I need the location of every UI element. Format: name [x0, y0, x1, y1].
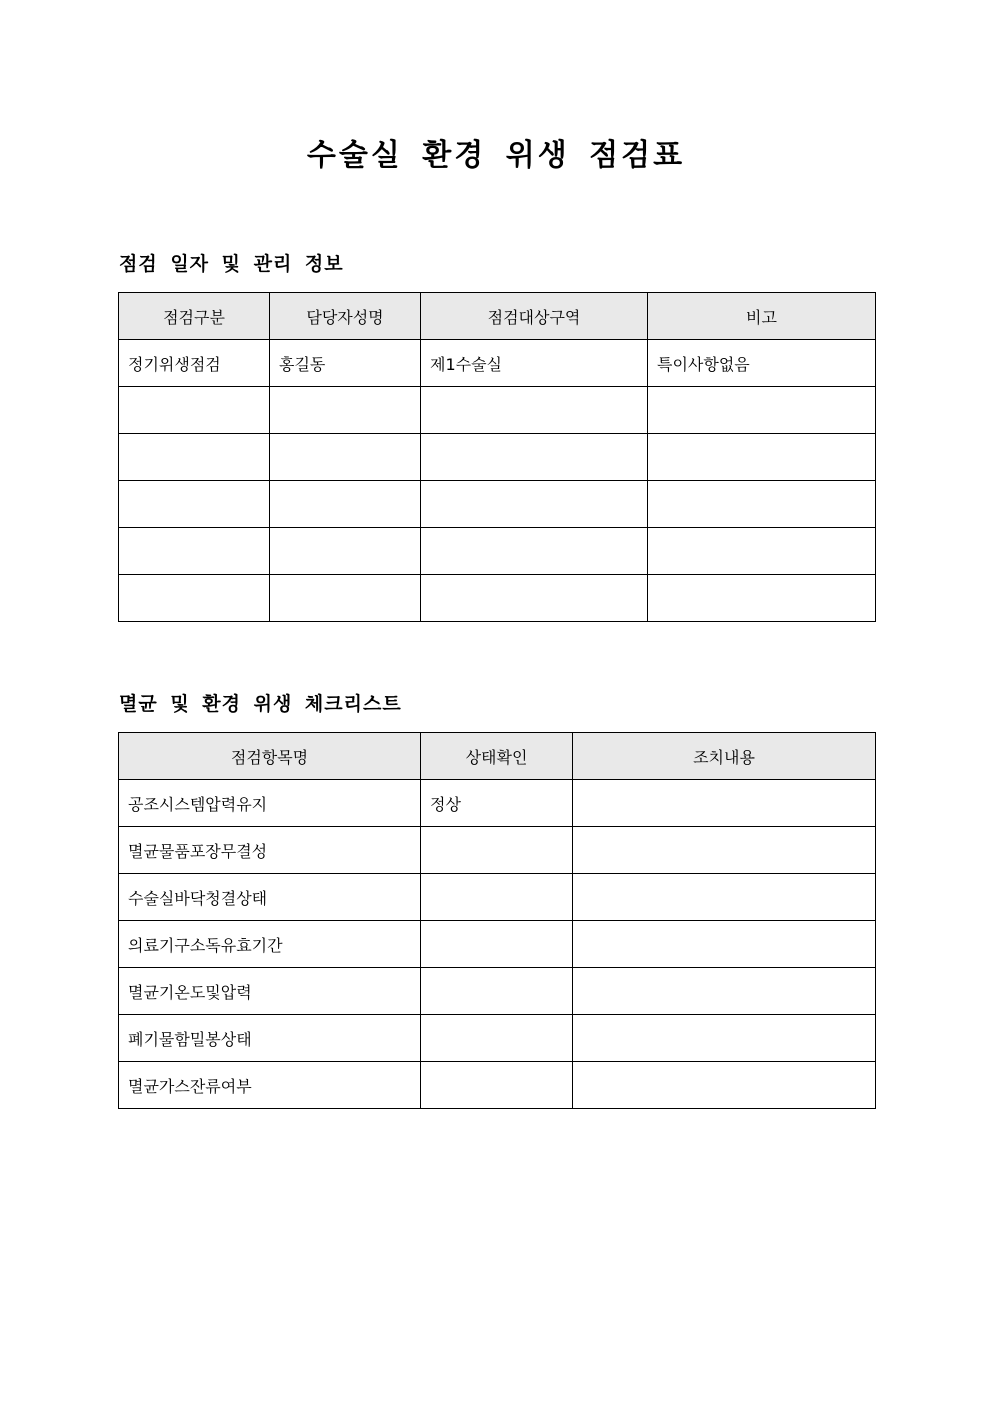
header-cell: 점검구분 [119, 293, 270, 340]
status-cell[interactable] [421, 921, 573, 968]
action-cell[interactable] [573, 1015, 876, 1062]
header-cell: 점검대상구역 [421, 293, 648, 340]
header-cell: 비고 [648, 293, 876, 340]
header-cell: 조치내용 [573, 733, 876, 780]
table-cell[interactable] [648, 481, 876, 528]
table-row [119, 874, 876, 921]
table-header-row [119, 293, 876, 340]
table-cell[interactable] [119, 387, 270, 434]
status-cell[interactable] [421, 1062, 573, 1109]
table-cell[interactable]: 특이사항없음 [648, 340, 876, 387]
table-cell[interactable] [270, 434, 421, 481]
table-cell[interactable]: 정기위생점검 [119, 340, 270, 387]
document-title: 수술실 환경 위생 점검표 [306, 138, 686, 173]
table-row [119, 827, 876, 874]
table-cell[interactable] [421, 575, 648, 622]
sterilization-checklist-table [118, 732, 876, 1109]
table-cell[interactable] [119, 528, 270, 575]
table-cell[interactable] [119, 481, 270, 528]
table-cell[interactable] [270, 575, 421, 622]
checklist-item-name: 멸균기온도및압력 [119, 968, 421, 1015]
table-cell[interactable] [270, 528, 421, 575]
action-cell[interactable] [573, 921, 876, 968]
header-cell: 점검항목명 [119, 733, 421, 780]
action-cell[interactable] [573, 780, 876, 827]
table-row [119, 528, 876, 575]
table-cell[interactable] [648, 434, 876, 481]
status-cell[interactable]: 정상 [421, 780, 573, 827]
section-heading-inspection-info: 점검 일자 및 관리 정보 [119, 253, 344, 275]
table-row [119, 575, 876, 622]
status-cell[interactable] [421, 1015, 573, 1062]
table-row [119, 780, 876, 827]
table-row [119, 968, 876, 1015]
table-row [119, 434, 876, 481]
inspection-info-table [118, 292, 876, 622]
table-row [119, 340, 876, 387]
checklist-item-name: 공조시스템압력유지 [119, 780, 421, 827]
section-heading-checklist: 멸균 및 환경 위생 체크리스트 [119, 693, 402, 715]
table-cell[interactable] [648, 387, 876, 434]
table-row [119, 481, 876, 528]
checklist-item-name: 멸균가스잔류여부 [119, 1062, 421, 1109]
header-cell: 상태확인 [421, 733, 573, 780]
table-row [119, 1062, 876, 1109]
checklist-item-name: 폐기물함밀봉상태 [119, 1015, 421, 1062]
table-cell[interactable] [421, 481, 648, 528]
table-cell[interactable] [421, 387, 648, 434]
action-cell[interactable] [573, 1062, 876, 1109]
table-row [119, 921, 876, 968]
table-cell[interactable] [270, 481, 421, 528]
table-cell[interactable]: 홍길동 [270, 340, 421, 387]
table-cell[interactable] [648, 575, 876, 622]
action-cell[interactable] [573, 874, 876, 921]
table-cell[interactable] [421, 528, 648, 575]
header-cell: 담당자성명 [270, 293, 421, 340]
table-cell[interactable] [648, 528, 876, 575]
table-row [119, 387, 876, 434]
table-cell[interactable] [119, 575, 270, 622]
action-cell[interactable] [573, 827, 876, 874]
action-cell[interactable] [573, 968, 876, 1015]
table-cell[interactable] [119, 434, 270, 481]
table-cell[interactable]: 제1수술실 [421, 340, 648, 387]
status-cell[interactable] [421, 827, 573, 874]
status-cell[interactable] [421, 968, 573, 1015]
table-header-row [119, 733, 876, 780]
table-cell[interactable] [421, 434, 648, 481]
status-cell[interactable] [421, 874, 573, 921]
checklist-item-name: 멸균물품포장무결성 [119, 827, 421, 874]
table-row [119, 1015, 876, 1062]
checklist-item-name: 의료기구소독유효기간 [119, 921, 421, 968]
table-cell[interactable] [270, 387, 421, 434]
checklist-item-name: 수술실바닥청결상태 [119, 874, 421, 921]
